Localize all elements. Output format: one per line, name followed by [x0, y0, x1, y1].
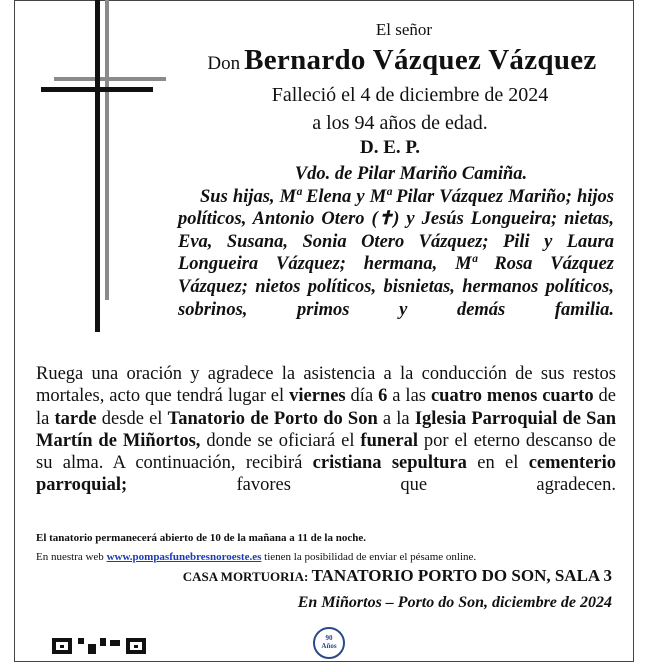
- relatives-text-part: Sus hijas, Mª Elena y Mª Pilar Vázquez Mariño; hijos políticos, Antonio Otero (: [178, 186, 614, 230]
- place-date: En Miñortos – Porto do Son, diciembre de 2024: [297, 594, 612, 611]
- ceremony-text-part: día: [345, 386, 379, 407]
- web-notice-part: tienen la posibilidad de enviar el pésame online.: [261, 551, 477, 563]
- deceased-name-line: [182, 44, 622, 77]
- deceased-cross-icon: ✝: [377, 209, 394, 230]
- cross-horizontal: [41, 87, 153, 92]
- honorific: El señor: [375, 20, 433, 39]
- mortuary-line: [172, 566, 612, 586]
- ceremony-period: tarde: [54, 408, 97, 429]
- ceremony-origin: Tanatorio de Porto do Son: [167, 408, 378, 429]
- opening-hours: El tanatorio permanecerá abierto de 10 de la mañana a 11 de la noche.: [36, 532, 366, 544]
- death-date: Falleció el 4 de diciembre de 2024: [271, 84, 549, 106]
- ceremony-funeral: funeral: [360, 430, 418, 451]
- badge-label: Años: [321, 642, 337, 650]
- deceased-name: Bernardo Vázquez Vázquez: [244, 44, 597, 76]
- ceremony-text: [36, 363, 616, 519]
- cross-shadow-vertical: [105, 0, 109, 300]
- mortuary-name: TANATORIO PORTO DO SON, SALA 3: [311, 566, 612, 585]
- qr-block: [60, 645, 64, 648]
- cross-vertical: [95, 0, 100, 332]
- website-link[interactable]: www.pompasfunebresnoroeste.es: [106, 551, 262, 563]
- ceremony-text-part: en el: [466, 453, 529, 474]
- ceremony-text-part: donde se oficiará el: [200, 430, 361, 451]
- ceremony-burial: cristiana sepultura: [312, 453, 467, 474]
- ceremony-text-part: a las: [387, 386, 431, 407]
- ceremony-day: viernes: [289, 386, 346, 407]
- family-block: [178, 163, 614, 344]
- web-notice-part: En nuestra web: [36, 551, 107, 563]
- ceremony-church: Iglesia Parroquial de San Martín de Miñortos,: [36, 408, 617, 451]
- anniversary-badge-icon: [313, 627, 345, 659]
- title-prefix: Don: [207, 53, 241, 74]
- qr-code-icon: [52, 634, 148, 654]
- badge-number: 90: [325, 634, 333, 642]
- relatives-text-part: ) y Jesús Longueira; nietas, Eva, Susana, Sonia Otero Vázquez; Pili y Laura Longueira Vázquez; hermana, Mª Rosa Vázquez Vázquez; nietos políticos, bisnietas, hermanos políticos, sobrinos, primos y demás familia.: [178, 209, 614, 320]
- cross-shadow-horizontal: [54, 77, 166, 81]
- qr-block: [134, 645, 138, 648]
- ceremony-text-part: desde el: [96, 408, 168, 429]
- relatives-text: [178, 186, 614, 344]
- ceremony-text-part: de la: [36, 386, 616, 429]
- qr-block: [78, 638, 84, 644]
- mortuary-label: CASA MORTUORIA:: [182, 569, 312, 584]
- rip-line: D. E. P.: [359, 137, 420, 158]
- qr-block: [88, 644, 96, 654]
- ceremony-text-part: a la: [377, 408, 415, 429]
- age-line: a los 94 años de edad.: [312, 112, 488, 134]
- ceremony-date: 6: [378, 386, 388, 407]
- ceremony-cemetery: cementerio parroquial;: [36, 453, 617, 496]
- qr-block: [100, 638, 106, 646]
- ceremony-text-part: favores que agradecen.: [127, 475, 616, 496]
- widow-line: Vdo. de Pilar Mariño Camiña.: [294, 164, 528, 184]
- ceremony-text-part: por el eterno descanso de su alma. A continuación, recibirá: [36, 430, 616, 474]
- qr-block: [110, 640, 120, 646]
- ceremony-text-part: Ruega una oración y agradece la asistencia a la conducción de sus restos mortales, acto que tendrá lugar el: [36, 364, 616, 407]
- ceremony-time: cuatro menos cuarto: [430, 386, 594, 407]
- web-notice: [36, 551, 476, 563]
